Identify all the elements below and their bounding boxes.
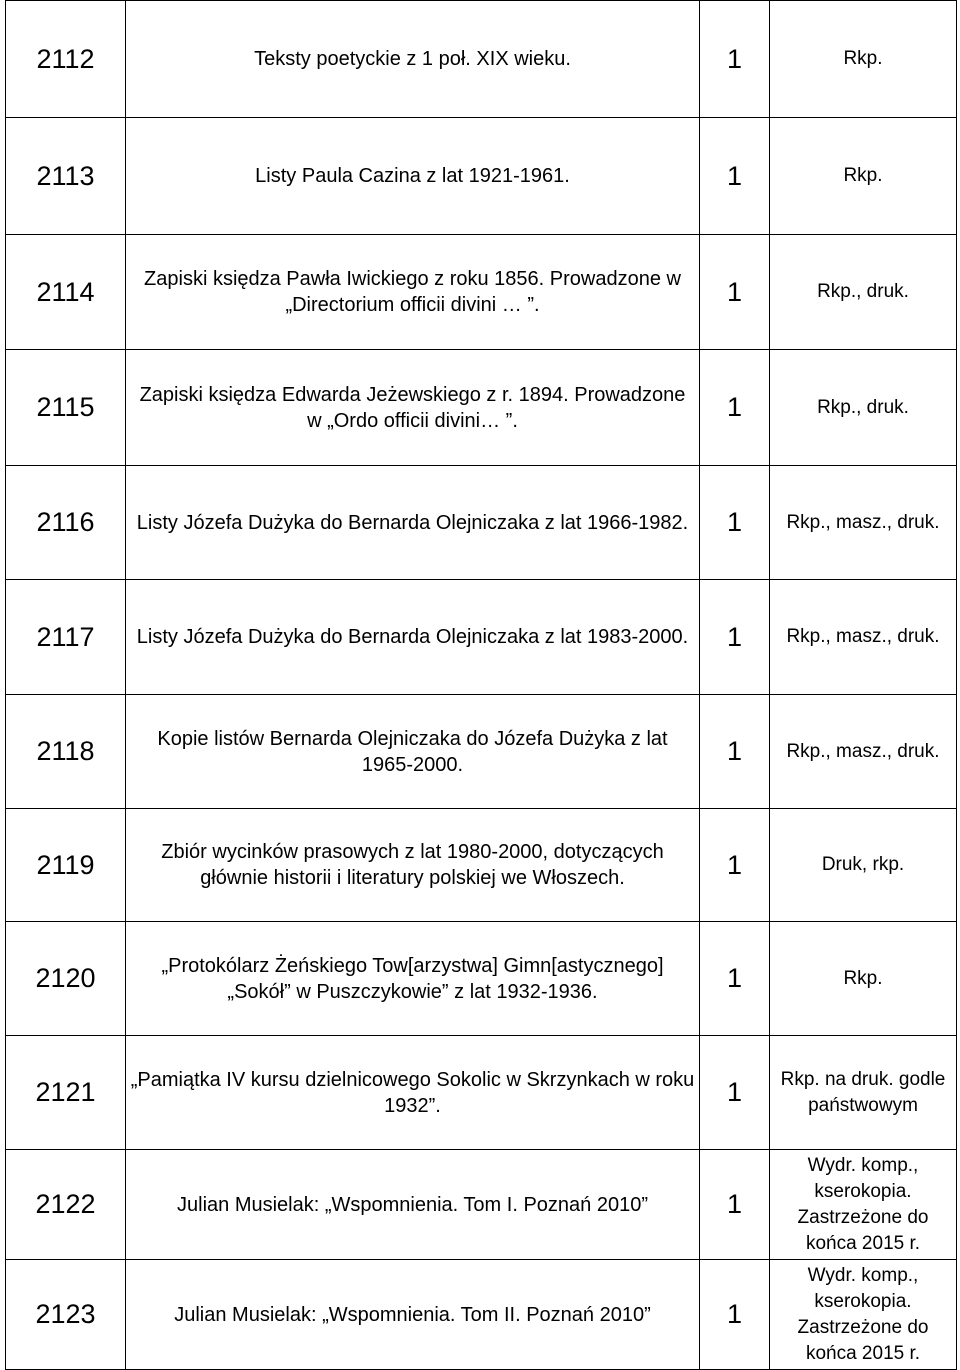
row-number: 2119 (6, 809, 126, 922)
table-row (6, 922, 957, 1036)
table-row (6, 695, 957, 809)
row-type: Wydr. komp., kserokopia. Zastrzeżone do końca 2015 r. (770, 1150, 957, 1260)
row-type: Rkp. (770, 922, 957, 1036)
row-title: „Pamiątka IV kursu dzielnicowego Sokolic w Skrzynkach w roku 1932”. (126, 1036, 700, 1150)
row-title: Listy Paula Cazina z lat 1921-1961. (126, 118, 700, 235)
table-row (6, 580, 957, 695)
table-row (6, 1, 957, 118)
row-type: Rkp., druk. (770, 350, 957, 466)
row-number: 2112 (6, 1, 126, 118)
row-count: 1 (700, 1150, 770, 1260)
table-row (6, 118, 957, 235)
table-row (6, 350, 957, 466)
row-count: 1 (700, 350, 770, 466)
table-row (6, 466, 957, 580)
row-count: 1 (700, 922, 770, 1036)
row-number: 2114 (6, 235, 126, 350)
row-count: 1 (700, 1260, 770, 1370)
inventory-table-body (6, 1, 957, 1370)
row-number: 2120 (6, 922, 126, 1036)
row-type: Rkp. (770, 1, 957, 118)
row-title: Listy Józefa Dużyka do Bernarda Olejniczaka z lat 1966-1982. (126, 466, 700, 580)
table-row (6, 1260, 957, 1370)
row-type: Rkp. (770, 118, 957, 235)
row-title: Listy Józefa Dużyka do Bernarda Olejniczaka z lat 1983-2000. (126, 580, 700, 695)
row-type: Rkp., druk. (770, 235, 957, 350)
row-type: Rkp. na druk. godle państwowym (770, 1036, 957, 1150)
row-count: 1 (700, 235, 770, 350)
table-row (6, 1150, 957, 1260)
row-count: 1 (700, 118, 770, 235)
row-type: Rkp., masz., druk. (770, 695, 957, 809)
row-number: 2118 (6, 695, 126, 809)
row-title: Teksty poetyckie z 1 poł. XIX wieku. (126, 1, 700, 118)
row-title: Julian Musielak: „Wspomnienia. Tom II. Poznań 2010” (126, 1260, 700, 1370)
row-title: Kopie listów Bernarda Olejniczaka do Józefa Dużyka z lat 1965-2000. (126, 695, 700, 809)
row-count: 1 (700, 580, 770, 695)
row-type: Rkp., masz., druk. (770, 580, 957, 695)
row-type: Wydr. komp., kserokopia. Zastrzeżone do końca 2015 r. (770, 1260, 957, 1370)
table-row (6, 809, 957, 922)
row-type: Rkp., masz., druk. (770, 466, 957, 580)
row-number: 2115 (6, 350, 126, 466)
row-title: Zapiski księdza Pawła Iwickiego z roku 1856. Prowadzone w „Directorium officii divini … ”. (126, 235, 700, 350)
row-number: 2121 (6, 1036, 126, 1150)
row-number: 2117 (6, 580, 126, 695)
row-count: 1 (700, 695, 770, 809)
row-count: 1 (700, 1036, 770, 1150)
table-row (6, 235, 957, 350)
row-number: 2116 (6, 466, 126, 580)
row-count: 1 (700, 1, 770, 118)
row-type: Druk, rkp. (770, 809, 957, 922)
row-number: 2122 (6, 1150, 126, 1260)
row-title: „Protokólarz Żeńskiego Tow[arzystwa] Gimn[astycznego] „Sokół” w Puszczykowie” z lat 1932-1936. (126, 922, 700, 1036)
row-count: 1 (700, 466, 770, 580)
row-number: 2123 (6, 1260, 126, 1370)
row-count: 1 (700, 809, 770, 922)
table-row (6, 1036, 957, 1150)
row-title: Zapiski księdza Edwarda Jeżewskiego z r. 1894. Prowadzone w „Ordo officii divini… ”. (126, 350, 700, 466)
row-title: Zbiór wycinków prasowych z lat 1980-2000, dotyczących głównie historii i literatury polskiej we Włoszech. (126, 809, 700, 922)
row-title: Julian Musielak: „Wspomnienia. Tom I. Poznań 2010” (126, 1150, 700, 1260)
inventory-table (5, 0, 957, 1370)
row-number: 2113 (6, 118, 126, 235)
